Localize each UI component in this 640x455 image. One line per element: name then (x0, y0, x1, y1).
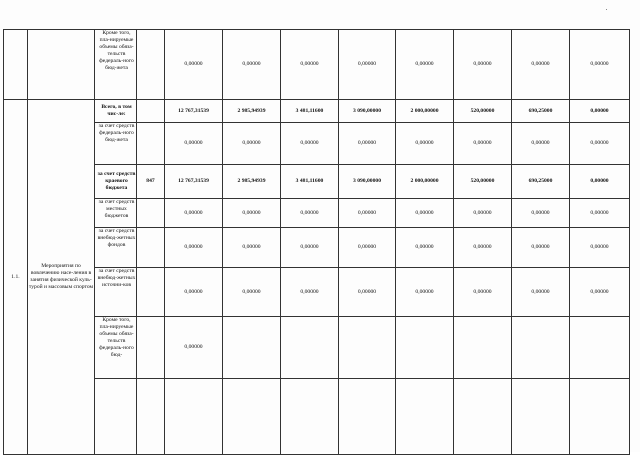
table-row-extrabudget-funds (4, 228, 630, 268)
value-cell: 3 481,11600 (281, 165, 339, 199)
value-cell: 12 767,31539 (165, 100, 223, 123)
value-cell: 3 090,00000 (339, 165, 396, 199)
value-cell: 0,00000 (396, 228, 454, 268)
value-cell-empty (570, 379, 630, 455)
value-cell: 0,00000 (396, 199, 454, 228)
value-cell-empty (165, 379, 223, 455)
table-row-extrabudget-sources (4, 268, 630, 317)
source-cell-empty (95, 379, 137, 455)
value-cell-empty (570, 317, 630, 379)
value-cell: 0,00000 (339, 199, 396, 228)
value-cell: 0,00000 (339, 268, 396, 317)
value-cell: 3 090,00000 (339, 100, 396, 123)
item-name-cell: Мероприятия по вовлечению насе-ления в занятия физической куль-турой и массовым спортом (28, 100, 95, 455)
source-cell: за счет средств внебюд-жетных источни-ков (95, 268, 137, 317)
value-cell: 0,00000 (454, 123, 512, 165)
table-row-bottom-other (4, 317, 630, 379)
table-row-top-other (4, 30, 630, 100)
table-row-bottom-spacer (4, 379, 630, 455)
value-cell: 0,00000 (512, 30, 570, 100)
value-cell: 0,00000 (512, 199, 570, 228)
value-cell: 0,00000 (454, 30, 512, 100)
source-cell: за счет средств краевого бюджета (95, 165, 137, 199)
value-cell-empty (339, 317, 396, 379)
value-cell: 520,00000 (454, 100, 512, 123)
value-cell: 3 481,11600 (281, 100, 339, 123)
code-cell (137, 100, 165, 123)
code-cell-empty (137, 379, 165, 455)
source-cell: за счет средств федераль-ного бюд-жета (95, 123, 137, 165)
value-cell: 0,00000 (570, 199, 630, 228)
value-cell: 0,00000 (396, 30, 454, 100)
code-cell (137, 123, 165, 165)
value-cell: 0,00000 (339, 228, 396, 268)
value-cell: 0,00000 (570, 165, 630, 199)
code-cell (137, 317, 165, 379)
value-cell: 690,25000 (512, 165, 570, 199)
table-row-regional (4, 165, 630, 199)
code-cell (137, 228, 165, 268)
source-cell: за счет средств внебюд-жетных фондов (95, 228, 137, 268)
code-cell: 847 (137, 165, 165, 199)
value-cell-empty (281, 317, 339, 379)
value-cell: 0,00000 (223, 123, 281, 165)
value-cell: 0,00000 (223, 268, 281, 317)
value-cell: 0,00000 (223, 30, 281, 100)
code-cell (137, 199, 165, 228)
code-cell (137, 268, 165, 317)
value-cell: 0,00000 (165, 30, 223, 100)
code-cell (137, 30, 165, 100)
value-cell: 0,00000 (223, 199, 281, 228)
scan-speck (606, 9, 607, 10)
value-cell: 520,00000 (454, 165, 512, 199)
name-cell-empty (28, 30, 95, 100)
value-cell-empty (454, 317, 512, 379)
value-cell: 0,00000 (570, 228, 630, 268)
value-cell: 0,00000 (281, 30, 339, 100)
value-cell: 0,00000 (512, 228, 570, 268)
value-cell: 2 985,94939 (223, 165, 281, 199)
value-cell: 0,00000 (281, 268, 339, 317)
value-cell-empty (223, 317, 281, 379)
value-cell: 0,00000 (223, 228, 281, 268)
value-cell: 0,00000 (570, 30, 630, 100)
table-row-total (4, 100, 630, 123)
value-cell-empty (396, 317, 454, 379)
value-cell: 0,00000 (570, 268, 630, 317)
value-cell: 0,00000 (165, 199, 223, 228)
value-cell: 0,00000 (570, 100, 630, 123)
value-cell: 2 000,00000 (396, 100, 454, 123)
value-cell-empty (512, 317, 570, 379)
source-cell: за счет средств местных бюджетов (95, 199, 137, 228)
value-cell: 0,00000 (512, 268, 570, 317)
value-cell: 0,00000 (281, 228, 339, 268)
value-cell: 0,00000 (339, 30, 396, 100)
table-row-federal (4, 123, 630, 165)
value-cell: 0,00000 (165, 268, 223, 317)
value-cell-empty (339, 379, 396, 455)
value-cell-empty (281, 379, 339, 455)
value-cell-empty (223, 379, 281, 455)
value-cell: 0,00000 (165, 228, 223, 268)
value-cell-empty (454, 379, 512, 455)
source-cell: Всего, в том чис-ле: (95, 100, 137, 123)
value-cell: 690,25000 (512, 100, 570, 123)
value-cell: 0,00000 (512, 123, 570, 165)
value-cell: 0,00000 (454, 268, 512, 317)
value-cell: 0,00000 (339, 123, 396, 165)
value-cell: 0,00000 (570, 123, 630, 165)
value-cell: 0,00000 (165, 317, 223, 379)
source-cell: Кроме того, пла-нируемые объемы обяза-тельств федераль-ного бюд- (95, 317, 137, 379)
table-row-local (4, 199, 630, 228)
index-cell-empty (4, 30, 28, 100)
value-cell: 0,00000 (454, 228, 512, 268)
value-cell: 2 985,94939 (223, 100, 281, 123)
budget-table (3, 29, 630, 455)
value-cell: 0,00000 (281, 199, 339, 228)
source-cell: Кроме того, пла-нируемые объемы обяза-тельств федераль-ного бюд-жета (95, 30, 137, 100)
item-index-cell: 1.1. (4, 100, 28, 455)
value-cell: 12 767,31539 (165, 165, 223, 199)
value-cell: 0,00000 (281, 123, 339, 165)
value-cell: 0,00000 (396, 123, 454, 165)
value-cell: 0,00000 (396, 268, 454, 317)
value-cell: 0,00000 (454, 199, 512, 228)
value-cell: 0,00000 (165, 123, 223, 165)
value-cell-empty (396, 379, 454, 455)
value-cell: 2 000,00000 (396, 165, 454, 199)
value-cell-empty (512, 379, 570, 455)
